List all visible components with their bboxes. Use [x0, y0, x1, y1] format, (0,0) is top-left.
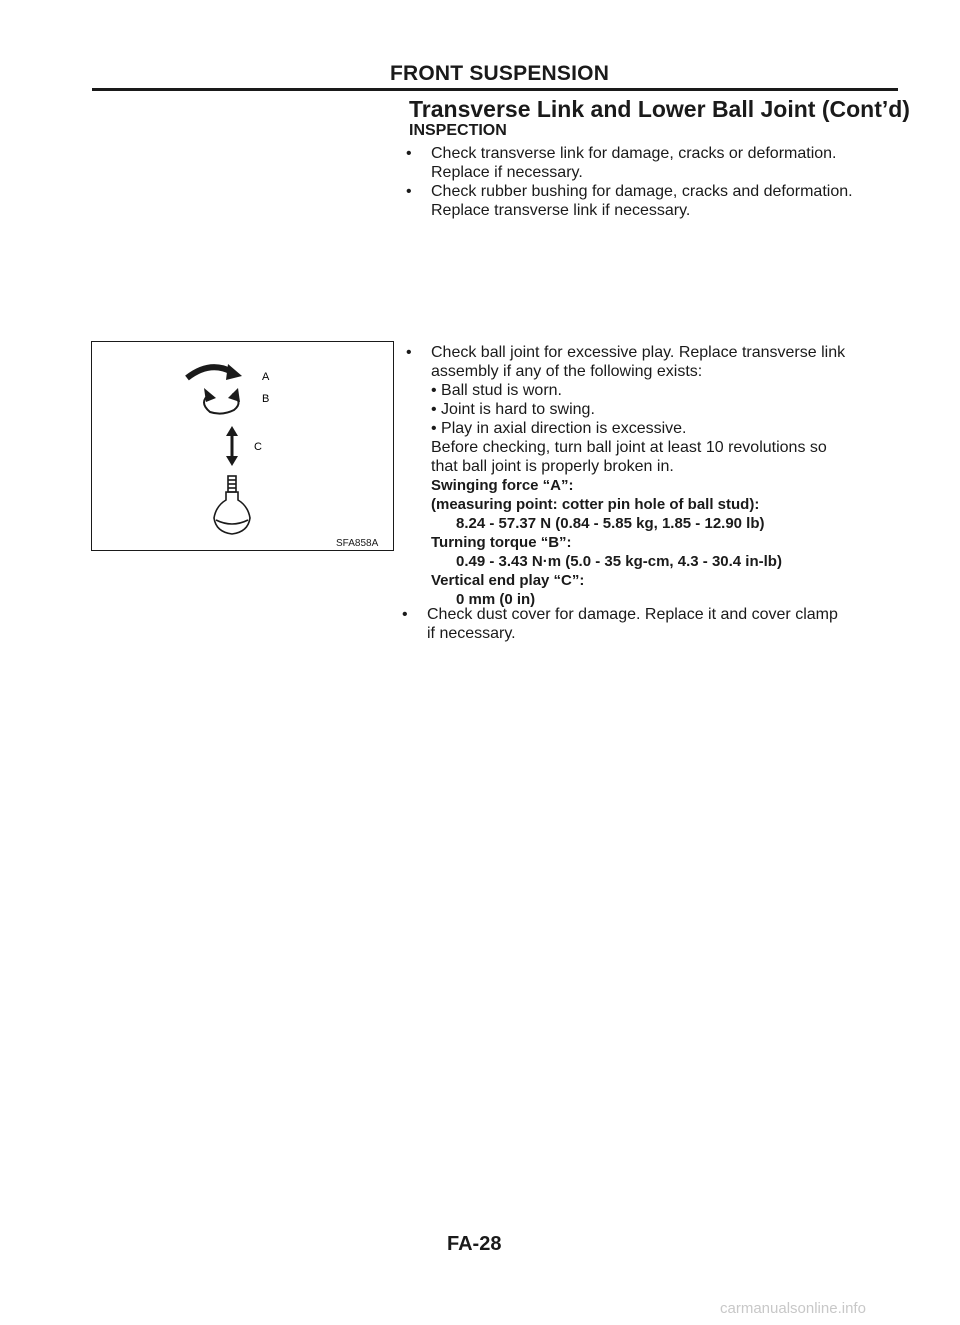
text-line: assembly if any of the following exists: [431, 363, 703, 380]
section-header: FRONT SUSPENSION [390, 62, 610, 85]
label-b: B [262, 393, 270, 405]
swing-arrow-icon [187, 364, 242, 380]
figure-code: SFA858A [336, 538, 379, 549]
sub-item-axial-play: • Play in axial direction is excessive. [431, 420, 687, 437]
label-c: C [254, 441, 262, 453]
text-line: Check transverse link for damage, cracks or deformation. [431, 145, 837, 162]
text-line: Check dust cover for damage. Replace it and cover clamp [427, 606, 838, 623]
spec-swing-sub: (measuring point: cotter pin hole of ball stud): [431, 496, 760, 513]
spec-vert-value: 0 mm (0 in) [456, 591, 536, 608]
ball-joint-diagram [92, 342, 393, 550]
spec-swing-value: 8.24 - 57.37 N (0.84 - 5.85 kg, 1.85 - 12.90 lb) [456, 515, 765, 532]
text-line: Check ball joint for excessive play. Replace transverse link [431, 344, 846, 361]
text-line: that ball joint is properly broken in. [431, 458, 674, 475]
text-line: Replace transverse link if necessary. [431, 202, 691, 219]
page-number: FA-28 [447, 1233, 502, 1255]
bullet-dot: • [406, 344, 412, 361]
spec-swing-label: Swinging force “A”: [431, 477, 574, 494]
ball-joint-icon [214, 476, 250, 534]
sub-item-joint-hard: • Joint is hard to swing. [431, 401, 595, 418]
spec-turn-value: 0.49 - 3.43 N·m (5.0 - 35 kg-cm, 4.3 - 30.4 in-lb) [456, 553, 782, 570]
text-line: if necessary. [427, 625, 516, 642]
bullet-text [431, 182, 911, 220]
sub-item-ball-stud: • Ball stud is worn. [431, 382, 562, 399]
watermark: carmanualsonline.info [720, 1300, 866, 1317]
text-line: Check rubber bushing for damage, cracks and deformation. [431, 183, 853, 200]
vertical-arrow-icon [226, 426, 238, 466]
bullet-dot: • [406, 145, 412, 162]
inspection-subheading: INSPECTION [409, 122, 507, 139]
header-rule [92, 88, 898, 91]
bullet-dot: • [406, 183, 412, 200]
page-title: Transverse Link and Lower Ball Joint (Cont’d) [409, 96, 910, 122]
spec-vert-label: Vertical end play “C”: [431, 572, 585, 589]
turn-arrow-icon [204, 388, 240, 414]
bullet-text [427, 605, 907, 643]
text-line: Replace if necessary. [431, 164, 583, 181]
bullet-text [431, 144, 911, 182]
label-a: A [262, 371, 270, 383]
bullet-dot: • [402, 606, 408, 623]
bullet-text [431, 343, 911, 609]
ball-joint-figure [91, 341, 394, 551]
text-line: Before checking, turn ball joint at least 10 revolutions so [431, 439, 827, 456]
spec-turn-label: Turning torque “B”: [431, 534, 572, 551]
